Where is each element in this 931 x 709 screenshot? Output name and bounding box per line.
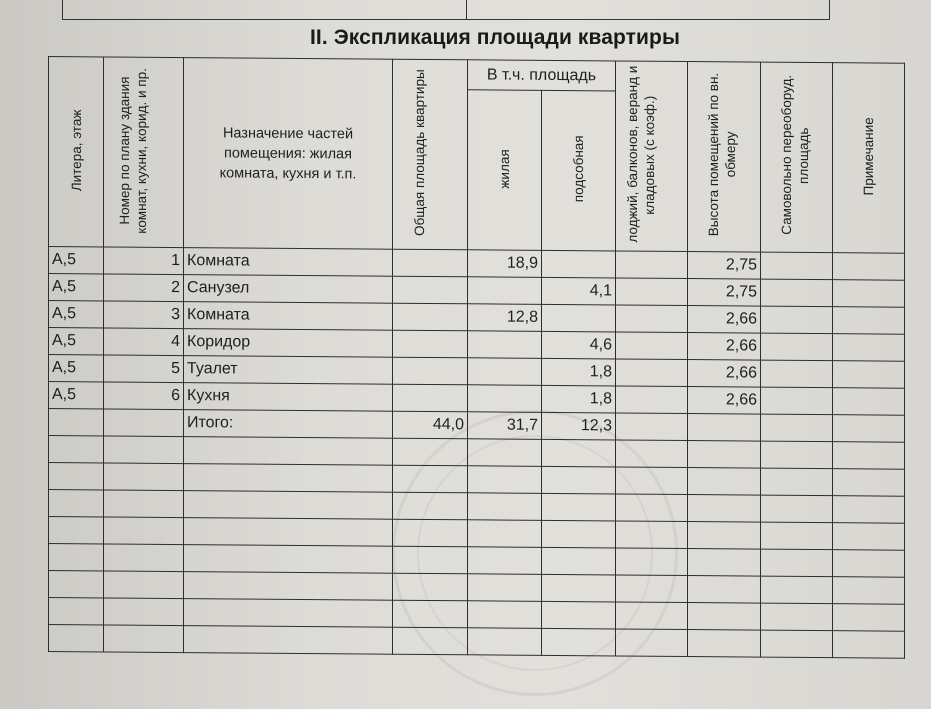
cell-height: 2,66	[688, 360, 761, 388]
empty-cell	[833, 442, 905, 470]
cell-unauth	[761, 387, 833, 415]
empty-cell	[184, 599, 393, 628]
empty-cell	[616, 629, 688, 657]
empty-cell	[688, 468, 761, 496]
cell-note	[833, 307, 905, 335]
header-loggias-cell	[616, 61, 688, 252]
empty-cell	[833, 550, 905, 578]
empty-cell	[761, 522, 833, 550]
empty-cell	[761, 495, 833, 523]
empty-cell	[104, 571, 184, 599]
empty-cell	[468, 439, 542, 467]
cell-aux	[542, 250, 616, 278]
empty-cell	[49, 463, 104, 490]
empty-cell	[104, 463, 184, 491]
cell-living	[468, 277, 542, 305]
empty-cell	[688, 630, 761, 658]
cell-number: 5	[104, 355, 184, 383]
empty-cell	[616, 548, 688, 576]
header-living: жилая	[497, 148, 512, 188]
empty-cell	[468, 574, 542, 602]
cell-litera	[49, 409, 104, 436]
empty-cell	[49, 544, 104, 571]
empty-cell	[104, 436, 184, 464]
cell-total	[393, 330, 468, 358]
empty-cell	[542, 439, 616, 467]
cell-height	[688, 414, 761, 442]
cell-number: 4	[104, 328, 184, 356]
empty-cell	[761, 468, 833, 496]
cell-total	[393, 276, 468, 304]
cell-loggia	[616, 251, 688, 279]
empty-cell	[761, 441, 833, 469]
cell-loggia	[616, 278, 688, 306]
cell-loggia	[616, 413, 688, 441]
cell-litera: А,5	[49, 247, 104, 274]
empty-cell	[833, 604, 905, 632]
cell-unauth	[761, 279, 833, 307]
cell-aux: 4,1	[542, 277, 616, 305]
empty-cell	[688, 603, 761, 631]
header-unauthorized-cell	[761, 62, 833, 253]
empty-cell	[468, 493, 542, 521]
cell-aux: 4,6	[542, 331, 616, 359]
header-height-cell	[688, 62, 761, 253]
cell-unauth	[761, 414, 833, 442]
cell-name: Санузел	[184, 275, 393, 304]
cell-litera: А,5	[49, 355, 104, 382]
empty-cell	[49, 490, 104, 517]
page-title: II. Экспликация площади квартиры	[309, 26, 681, 49]
cell-litera: А,5	[49, 274, 104, 301]
empty-cell	[49, 436, 104, 463]
cell-number: 6	[104, 382, 184, 410]
explication-table	[48, 56, 905, 659]
empty-cell	[833, 631, 905, 659]
cell-note	[833, 388, 905, 416]
cell-aux: 1,8	[542, 385, 616, 413]
empty-cell	[468, 628, 542, 656]
cell-living	[468, 331, 542, 359]
empty-cell	[616, 467, 688, 495]
cell-loggia	[616, 332, 688, 360]
header-incl-area: В т.ч. площадь	[468, 60, 616, 91]
empty-cell	[761, 576, 833, 604]
header-number: Номер по плану здания комнат, кухни, корид. и пр.	[116, 67, 149, 234]
empty-cell	[688, 522, 761, 550]
empty-cell	[542, 547, 616, 575]
empty-cell	[184, 464, 393, 493]
empty-cell	[542, 520, 616, 548]
empty-cell	[49, 625, 104, 652]
cell-total	[393, 384, 468, 412]
cell-name: Туалет	[184, 356, 393, 385]
empty-cell	[833, 577, 905, 605]
empty-cell	[616, 440, 688, 468]
empty-cell	[542, 574, 616, 602]
empty-cell	[184, 437, 393, 466]
cell-height: 2,66	[688, 333, 761, 361]
cell-loggia	[616, 386, 688, 414]
cell-living	[468, 385, 542, 413]
empty-cell	[393, 573, 468, 601]
cell-height: 2,75	[688, 252, 761, 280]
empty-cell	[688, 549, 761, 577]
cell-litera: А,5	[49, 328, 104, 355]
cell-note	[833, 334, 905, 362]
cell-height: 2,75	[688, 279, 761, 307]
empty-cell	[393, 465, 468, 493]
empty-cell	[49, 598, 104, 625]
cell-total	[393, 357, 468, 385]
empty-cell	[616, 575, 688, 603]
cell-aux: 12,3	[542, 412, 616, 440]
empty-cell	[104, 625, 184, 653]
cell-loggia	[616, 305, 688, 333]
header-purpose: Назначение частей помещения: жилая комната, кухня и т.п.	[184, 58, 393, 250]
cell-name: Комната	[184, 248, 393, 277]
header-total-cell	[393, 59, 468, 250]
empty-cell	[761, 630, 833, 658]
header-total-area: Общая площадь квартиры	[412, 69, 427, 236]
empty-cell	[49, 571, 104, 598]
header-note: Примечание	[861, 116, 876, 196]
cell-living: 12,8	[468, 304, 542, 332]
empty-cell	[688, 576, 761, 604]
empty-cell	[761, 549, 833, 577]
cell-living: 18,9	[468, 250, 542, 278]
empty-cell	[542, 466, 616, 494]
cell-number: 2	[104, 274, 184, 302]
cell-name: Коридор	[184, 329, 393, 358]
empty-cell	[468, 601, 542, 629]
empty-cell	[393, 627, 468, 655]
cell-number: 3	[104, 301, 184, 329]
previous-table-bottom	[62, 0, 830, 20]
cell-unauth	[761, 333, 833, 361]
empty-cell	[833, 523, 905, 551]
cell-total: 44,0	[393, 411, 468, 439]
header-number-cell	[104, 57, 184, 248]
cell-number: 1	[104, 247, 184, 275]
empty-cell	[184, 518, 393, 547]
header-auxiliary-cell	[542, 90, 616, 251]
cell-note	[833, 280, 905, 308]
empty-cell	[542, 628, 616, 656]
empty-cell	[468, 547, 542, 575]
cell-aux	[542, 304, 616, 332]
empty-cell	[184, 491, 393, 520]
empty-cell	[104, 544, 184, 572]
cell-living	[468, 358, 542, 386]
empty-cell	[393, 600, 468, 628]
cell-height: 2,66	[688, 306, 761, 334]
cell-living: 31,7	[468, 412, 542, 440]
cell-name: Итого:	[184, 410, 393, 439]
cell-note	[833, 253, 905, 281]
empty-cell	[761, 603, 833, 631]
empty-cell	[104, 598, 184, 626]
empty-cell	[833, 496, 905, 524]
empty-cell	[184, 572, 393, 601]
cell-unauth	[761, 360, 833, 388]
empty-cell	[688, 495, 761, 523]
empty-cell	[184, 626, 393, 655]
header-living-cell	[468, 90, 542, 251]
empty-cell	[542, 601, 616, 629]
header-litera-cell	[49, 57, 104, 247]
empty-cell	[542, 493, 616, 521]
cell-number	[104, 409, 184, 437]
cell-loggia	[616, 359, 688, 387]
empty-cell	[184, 545, 393, 574]
empty-cell	[468, 520, 542, 548]
cell-name: Комната	[184, 302, 393, 331]
empty-cell	[616, 494, 688, 522]
cell-litera: А,5	[49, 301, 104, 328]
cell-unauth	[761, 306, 833, 334]
header-unauthorized: Самовольно переоборуд. площадь	[778, 75, 811, 236]
cell-litera: А,5	[49, 382, 104, 409]
previous-table-divider	[466, 0, 467, 20]
cell-note	[833, 415, 905, 443]
empty-cell	[468, 466, 542, 494]
header-auxiliary: подсобная	[571, 135, 586, 203]
cell-name: Кухня	[184, 383, 393, 412]
empty-cell	[104, 517, 184, 545]
empty-cell	[393, 546, 468, 574]
empty-cell	[49, 517, 104, 544]
cell-note	[833, 361, 905, 389]
empty-cell	[616, 602, 688, 630]
empty-cell	[393, 492, 468, 520]
cell-height: 2,66	[688, 387, 761, 415]
cell-unauth	[761, 252, 833, 280]
cell-total	[393, 303, 468, 331]
cell-aux: 1,8	[542, 358, 616, 386]
header-litera: Литера, этаж	[68, 108, 84, 191]
empty-cell	[688, 441, 761, 469]
empty-cell	[393, 519, 468, 547]
header-loggias: лоджий, балконов, веранд и кладовых (с коэф.)	[624, 65, 657, 243]
empty-cell	[393, 438, 468, 466]
cell-total	[393, 249, 468, 277]
empty-cell	[104, 490, 184, 518]
header-height: Высота помещений по вн. обмеру	[706, 72, 738, 237]
empty-cell	[616, 521, 688, 549]
header-note-cell	[833, 63, 905, 254]
empty-cell	[833, 469, 905, 497]
